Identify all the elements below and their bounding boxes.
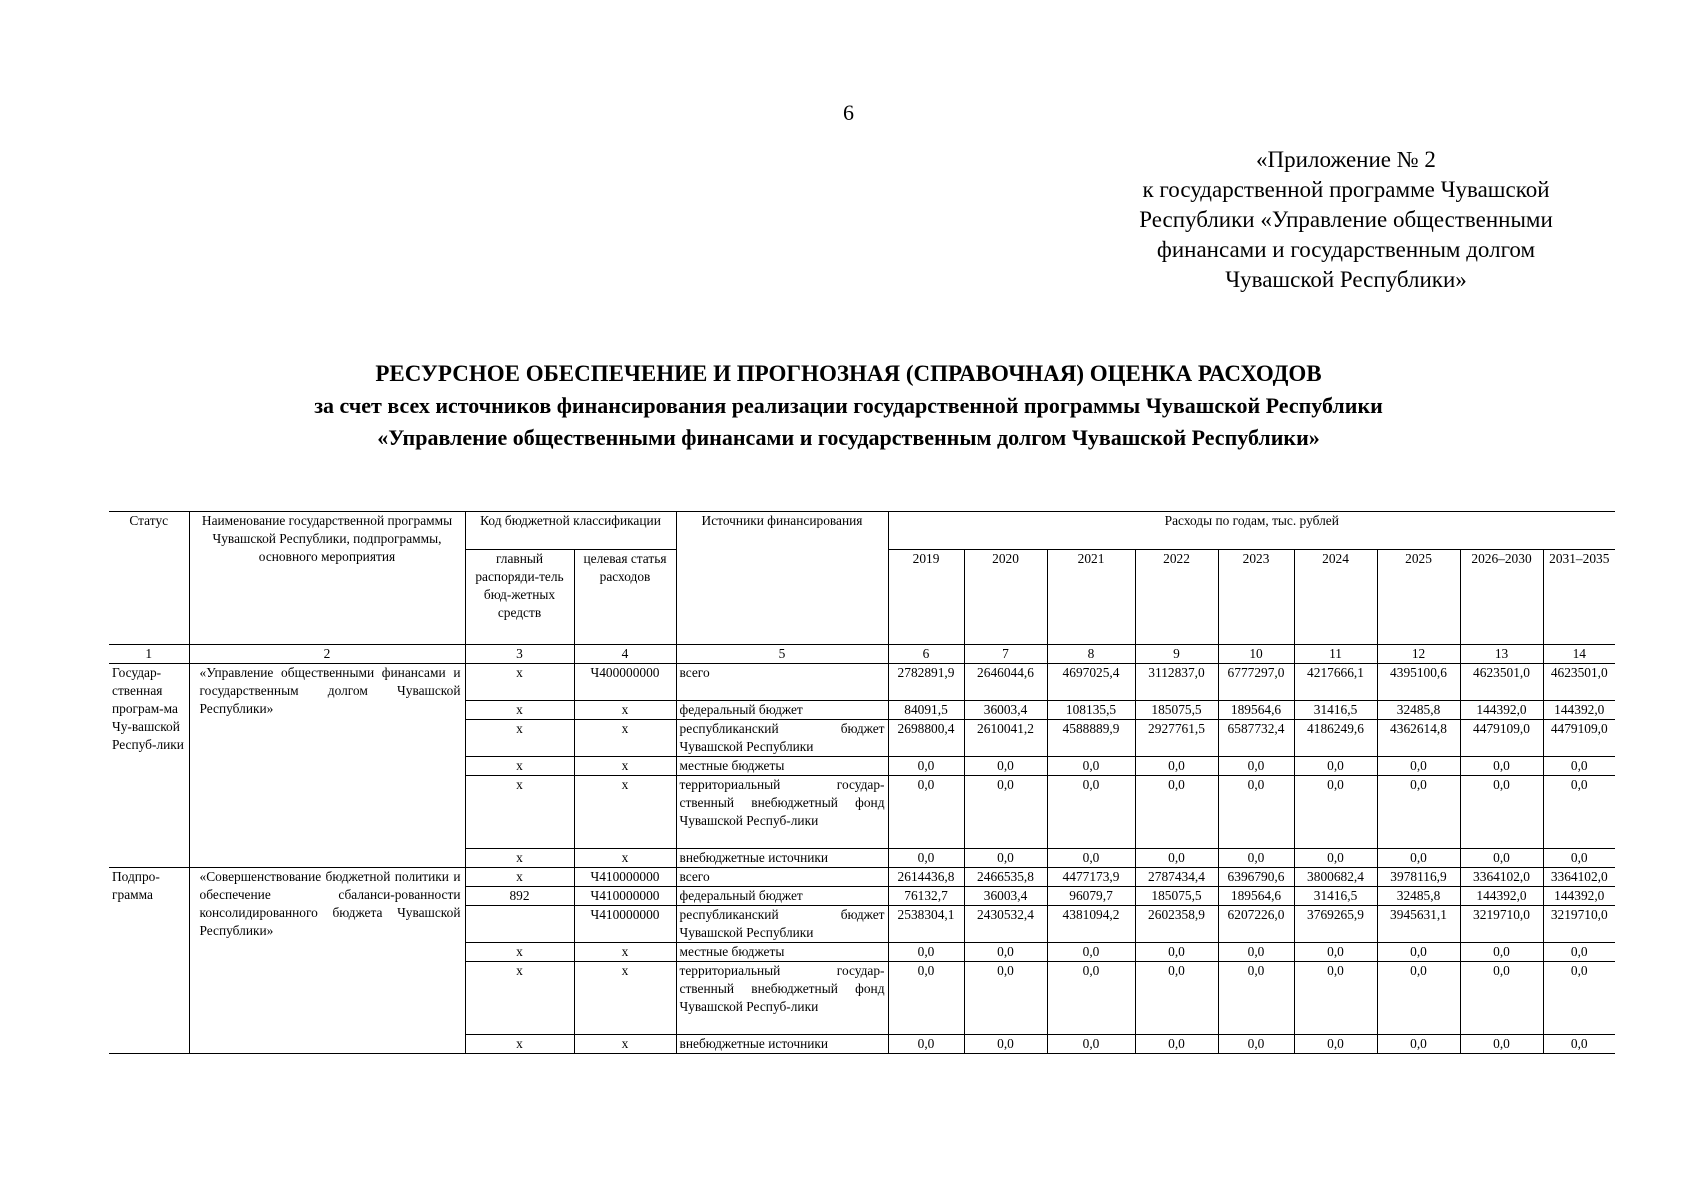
value-cell: 0,0: [1047, 776, 1135, 849]
value-cell: 6777297,0: [1218, 664, 1294, 701]
title-line-2: за счет всех источников финансирования реализации государственной программы Чувашской Республики: [314, 393, 1383, 418]
value-cell: 2466535,8: [964, 868, 1047, 887]
column-number: 8: [1047, 645, 1135, 664]
source-cell: местные бюджеты: [676, 943, 888, 962]
value-cell: 31416,5: [1294, 701, 1377, 720]
code-main-cell: х: [465, 757, 574, 776]
value-cell: 0,0: [964, 962, 1047, 1035]
code-main-cell: х: [465, 720, 574, 757]
value-cell: 36003,4: [964, 887, 1047, 906]
value-cell: 4186249,6: [1294, 720, 1377, 757]
column-number: 7: [964, 645, 1047, 664]
value-cell: 144392,0: [1543, 701, 1615, 720]
status-cell: Подпро-грамма: [109, 868, 189, 1054]
value-cell: 96079,7: [1047, 887, 1135, 906]
appendix-line: финансами и государственным долгом: [1156, 237, 1536, 262]
value-cell: 0,0: [1377, 849, 1460, 868]
value-cell: 0,0: [1218, 1035, 1294, 1054]
value-cell: 0,0: [1294, 943, 1377, 962]
value-cell: 0,0: [1218, 849, 1294, 868]
code-main-cell: [465, 906, 574, 943]
code-target-cell: Ч410000000: [574, 887, 676, 906]
value-cell: 0,0: [1218, 776, 1294, 849]
value-cell: 4697025,4: [1047, 664, 1135, 701]
value-cell: 144392,0: [1543, 887, 1615, 906]
code-main-cell: х: [465, 868, 574, 887]
value-cell: 6207226,0: [1218, 906, 1294, 943]
title-line-1: РЕСУРСНОЕ ОБЕСПЕЧЕНИЕ И ПРОГНОЗНАЯ (СПРАВОЧНАЯ) ОЦЕНКА РАСХОДОВ: [375, 361, 1322, 386]
header-status: Статус: [109, 512, 189, 645]
value-cell: 0,0: [1047, 757, 1135, 776]
code-main-cell: х: [465, 962, 574, 1035]
value-cell: 2698800,4: [888, 720, 964, 757]
code-main-cell: х: [465, 943, 574, 962]
appendix-line: к государственной программе Чувашской: [1142, 177, 1550, 202]
value-cell: 0,0: [1047, 962, 1135, 1035]
value-cell: 0,0: [1294, 1035, 1377, 1054]
value-cell: 4395100,6: [1377, 664, 1460, 701]
column-number: 10: [1218, 645, 1294, 664]
value-cell: 31416,5: [1294, 887, 1377, 906]
value-cell: 3769265,9: [1294, 906, 1377, 943]
value-cell: 0,0: [1543, 757, 1615, 776]
value-cell: 0,0: [1377, 1035, 1460, 1054]
value-cell: 0,0: [888, 757, 964, 776]
column-number: 14: [1543, 645, 1615, 664]
value-cell: 0,0: [1294, 776, 1377, 849]
column-number: 3: [465, 645, 574, 664]
value-cell: 2610041,2: [964, 720, 1047, 757]
value-cell: 3219710,0: [1460, 906, 1543, 943]
value-cell: 0,0: [1135, 1035, 1218, 1054]
value-cell: 0,0: [1218, 962, 1294, 1035]
value-cell: 3978116,9: [1377, 868, 1460, 887]
value-cell: 6396790,6: [1218, 868, 1294, 887]
value-cell: 76132,7: [888, 887, 964, 906]
value-cell: 0,0: [964, 757, 1047, 776]
appendix-note: [1096, 145, 1596, 295]
header-year: 2020: [964, 550, 1047, 645]
value-cell: 2602358,9: [1135, 906, 1218, 943]
appendix-line: «Приложение № 2: [1256, 147, 1436, 172]
value-cell: 0,0: [888, 943, 964, 962]
value-cell: 2646044,6: [964, 664, 1047, 701]
title-line-3: «Управление общественными финансами и государственным долгом Чувашской Республики»: [377, 425, 1320, 450]
column-number-row: [109, 645, 1615, 664]
code-target-cell: х: [574, 943, 676, 962]
header-sources: Источники финансирования: [676, 512, 888, 645]
value-cell: 144392,0: [1460, 701, 1543, 720]
value-cell: 0,0: [964, 943, 1047, 962]
code-target-cell: х: [574, 962, 676, 1035]
header-year: 2024: [1294, 550, 1377, 645]
value-cell: 0,0: [1218, 943, 1294, 962]
value-cell: 2927761,5: [1135, 720, 1218, 757]
value-cell: 185075,5: [1135, 701, 1218, 720]
source-cell: внебюджетные источники: [676, 849, 888, 868]
code-target-cell: Ч400000000: [574, 664, 676, 701]
header-year: 2026–2030: [1460, 550, 1543, 645]
source-cell: федеральный бюджет: [676, 887, 888, 906]
code-target-cell: х: [574, 1035, 676, 1054]
column-number: 2: [189, 645, 465, 664]
program-name-cell: «Управление общественными финансами и государственным долгом Чувашской Республики»: [189, 664, 465, 868]
column-number: 6: [888, 645, 964, 664]
value-cell: 0,0: [964, 1035, 1047, 1054]
value-cell: 0,0: [1377, 776, 1460, 849]
code-main-cell: х: [465, 776, 574, 849]
header-year: 2025: [1377, 550, 1460, 645]
column-number: 5: [676, 645, 888, 664]
value-cell: 189564,6: [1218, 887, 1294, 906]
header-year: 2031–2035: [1543, 550, 1615, 645]
value-cell: 0,0: [1543, 943, 1615, 962]
value-cell: 0,0: [1460, 943, 1543, 962]
column-number: 1: [109, 645, 189, 664]
value-cell: 144392,0: [1460, 887, 1543, 906]
value-cell: 0,0: [888, 849, 964, 868]
value-cell: 4217666,1: [1294, 664, 1377, 701]
value-cell: 0,0: [1460, 757, 1543, 776]
source-cell: федеральный бюджет: [676, 701, 888, 720]
table-row: [109, 868, 1615, 887]
value-cell: 0,0: [1377, 757, 1460, 776]
value-cell: 3219710,0: [1543, 906, 1615, 943]
value-cell: 0,0: [1218, 757, 1294, 776]
header-code: Код бюджетной классификации: [465, 512, 676, 550]
value-cell: 0,0: [1294, 849, 1377, 868]
value-cell: 0,0: [1543, 849, 1615, 868]
value-cell: 3800682,4: [1294, 868, 1377, 887]
value-cell: 36003,4: [964, 701, 1047, 720]
header-year: 2019: [888, 550, 964, 645]
column-number: 12: [1377, 645, 1460, 664]
header-code-target: целевая статья расходов: [574, 550, 676, 645]
value-cell: 0,0: [1543, 1035, 1615, 1054]
code-target-cell: х: [574, 701, 676, 720]
source-cell: территориальный государ-ственный внебюджетный фонд Чувашской Респуб-лики: [676, 962, 888, 1035]
source-cell: местные бюджеты: [676, 757, 888, 776]
table-row: [109, 664, 1615, 701]
value-cell: 0,0: [1135, 757, 1218, 776]
value-cell: 4479109,0: [1460, 720, 1543, 757]
value-cell: 0,0: [1543, 962, 1615, 1035]
value-cell: 2538304,1: [888, 906, 964, 943]
column-number: 4: [574, 645, 676, 664]
header-year: 2023: [1218, 550, 1294, 645]
value-cell: 32485,8: [1377, 887, 1460, 906]
code-main-cell: 892: [465, 887, 574, 906]
value-cell: 0,0: [1377, 962, 1460, 1035]
source-cell: республиканский бюджет Чувашской Республики: [676, 720, 888, 757]
value-cell: 4477173,9: [1047, 868, 1135, 887]
page-number: 6: [843, 100, 854, 125]
value-cell: 0,0: [1460, 962, 1543, 1035]
value-cell: 2787434,4: [1135, 868, 1218, 887]
value-cell: 3364102,0: [1460, 868, 1543, 887]
value-cell: 0,0: [1294, 757, 1377, 776]
value-cell: 6587732,4: [1218, 720, 1294, 757]
code-main-cell: х: [465, 1035, 574, 1054]
value-cell: 0,0: [964, 849, 1047, 868]
column-number: 11: [1294, 645, 1377, 664]
column-number: 9: [1135, 645, 1218, 664]
code-main-cell: х: [465, 849, 574, 868]
value-cell: 3112837,0: [1135, 664, 1218, 701]
code-target-cell: Ч410000000: [574, 906, 676, 943]
value-cell: 0,0: [1047, 943, 1135, 962]
value-cell: 84091,5: [888, 701, 964, 720]
value-cell: 189564,6: [1218, 701, 1294, 720]
value-cell: 4362614,8: [1377, 720, 1460, 757]
value-cell: 0,0: [964, 776, 1047, 849]
header-code-main: главный распоряди-тель бюд-жетных средств: [465, 550, 574, 645]
value-cell: 4623501,0: [1460, 664, 1543, 701]
header-name: Наименование государственной программы Чувашской Республики, подпрограммы, основного мероприятия: [189, 512, 465, 645]
value-cell: 0,0: [1135, 776, 1218, 849]
value-cell: 0,0: [1460, 1035, 1543, 1054]
budget-table: [109, 511, 1615, 1054]
code-target-cell: Ч410000000: [574, 868, 676, 887]
source-cell: всего: [676, 664, 888, 701]
value-cell: 0,0: [1135, 962, 1218, 1035]
value-cell: 185075,5: [1135, 887, 1218, 906]
value-cell: 2782891,9: [888, 664, 964, 701]
value-cell: 0,0: [1460, 849, 1543, 868]
value-cell: 0,0: [1543, 776, 1615, 849]
appendix-line: Республики «Управление общественными: [1139, 207, 1553, 232]
column-number: 13: [1460, 645, 1543, 664]
code-main-cell: х: [465, 701, 574, 720]
source-cell: республиканский бюджет Чувашской Республики: [676, 906, 888, 943]
value-cell: 0,0: [1047, 1035, 1135, 1054]
status-cell: Государ-ственная програм-ма Чу-вашской Респуб-лики: [109, 664, 189, 868]
value-cell: 0,0: [1294, 962, 1377, 1035]
code-target-cell: х: [574, 776, 676, 849]
value-cell: 4479109,0: [1543, 720, 1615, 757]
value-cell: 3945631,1: [1377, 906, 1460, 943]
value-cell: 4588889,9: [1047, 720, 1135, 757]
code-target-cell: х: [574, 849, 676, 868]
header-expenses: Расходы по годам, тыс. рублей: [888, 512, 1615, 550]
value-cell: 4623501,0: [1543, 664, 1615, 701]
value-cell: 2430532,4: [964, 906, 1047, 943]
document-title: [0, 358, 1697, 454]
value-cell: 108135,5: [1047, 701, 1135, 720]
value-cell: 2614436,8: [888, 868, 964, 887]
code-target-cell: х: [574, 720, 676, 757]
value-cell: 3364102,0: [1543, 868, 1615, 887]
code-target-cell: х: [574, 757, 676, 776]
program-name-cell: «Совершенствование бюджетной политики и обеспечение сбаланси-рованности консолидированного бюджета Чувашской Республики»: [189, 868, 465, 1054]
source-cell: всего: [676, 868, 888, 887]
appendix-line: Чувашской Республики»: [1225, 267, 1467, 292]
value-cell: 32485,8: [1377, 701, 1460, 720]
header-year: 2022: [1135, 550, 1218, 645]
source-cell: территориальный государ-ственный внебюджетный фонд Чувашской Респуб-лики: [676, 776, 888, 849]
value-cell: 0,0: [1460, 776, 1543, 849]
value-cell: 0,0: [1377, 943, 1460, 962]
value-cell: 0,0: [888, 962, 964, 1035]
code-main-cell: х: [465, 664, 574, 701]
source-cell: внебюджетные источники: [676, 1035, 888, 1054]
value-cell: 4381094,2: [1047, 906, 1135, 943]
value-cell: 0,0: [1047, 849, 1135, 868]
value-cell: 0,0: [1135, 849, 1218, 868]
header-year: 2021: [1047, 550, 1135, 645]
value-cell: 0,0: [1135, 943, 1218, 962]
value-cell: 0,0: [888, 776, 964, 849]
value-cell: 0,0: [888, 1035, 964, 1054]
